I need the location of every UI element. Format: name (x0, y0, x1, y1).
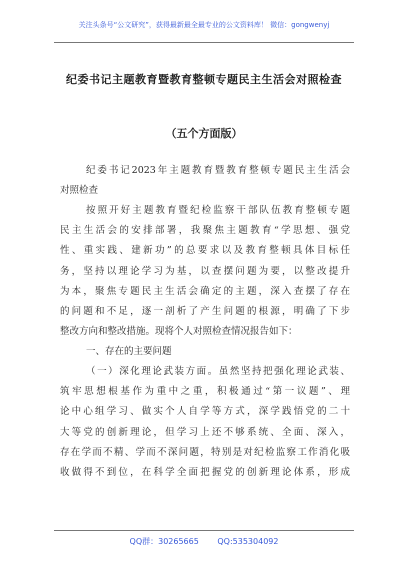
text-line: （一）深化理论武装方面。虽然坚持把强化理论武装、 (86, 366, 350, 377)
text-line: 纪委书记2023年主题教育暨教育整顿专题民主生活会 (86, 165, 350, 176)
footer-qq-group: QQ群：30265665 (129, 537, 199, 546)
text-line: 的问题和不足，逐一剖析了产生问题的根源，明确了下步 (60, 305, 350, 317)
text-line: 收做得不到位，在科学全面把握党的创新理论体系，形成 (60, 466, 350, 478)
footer-divider (54, 530, 354, 531)
text-line: 存在学而不精、学而不深问题，特别是对纪检监察工作消化吸 (60, 446, 350, 458)
paragraph-heading (60, 161, 350, 201)
document-title: 纪委书记主题教育暨教育整顿专题民主生活会对照检查 (66, 73, 342, 86)
header-divider (54, 42, 354, 43)
text-line: 筑牢思想根基作为重中之重，积极通过“第一议题”、理 (60, 386, 350, 398)
text-line: 性、重实践、建新功”的总要求以及教育整顿具体目标任 (60, 245, 350, 257)
footer-contact (0, 536, 408, 547)
paragraph-theory (60, 362, 350, 483)
footer-qq-number: QQ:535304092 (217, 537, 279, 546)
text-line: 一、存在的主要问题 (86, 346, 172, 357)
text-line: 大等党的创新理论，但学习上还不够系统、全面、深入， (60, 426, 350, 438)
text-line: 按照开好主题教育暨纪检监察干部队伍教育整顿专题 (86, 205, 350, 216)
paragraph-intro (60, 201, 350, 342)
text-line: 民主生活会的安排部署，我聚焦主题教育“学思想、强党 (60, 225, 350, 237)
text-line: 对照检查 (60, 185, 99, 197)
section-heading (60, 342, 350, 362)
header-promo-text: 关注头条号“公文研究”，获得最新最全最专业的公文资料库！ 微信：gongwenyj (78, 21, 330, 29)
document-subtitle: （五个方面版） (165, 127, 243, 140)
text-line: 论中心组学习、做实个人自学等方式，深学践悟党的二十 (60, 406, 350, 418)
text-line: 为本，聚焦专题民主生活会确定的主题，深入查摆了存在 (60, 285, 350, 297)
text-line: 整改方向和整改措施。现将个人对照检查情况报告如下： (60, 326, 298, 338)
text-line: 务，坚持以理论学习为基，以查摆问题为要，以整改提升 (60, 265, 350, 277)
